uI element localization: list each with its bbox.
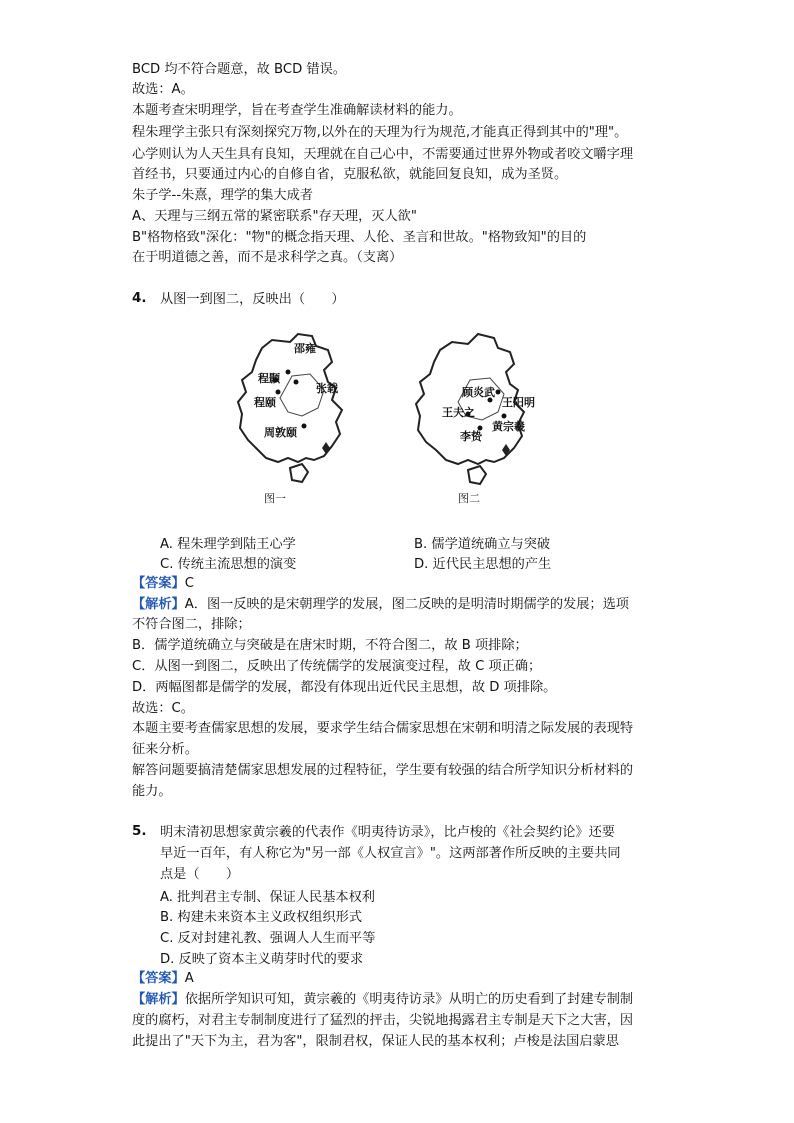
analysis-line: 度的腐朽，对君主专制制度进行了猛烈的抨击，尖锐地揭露君主专制是天下之大害，因 — [132, 1013, 634, 1028]
map-label: 黄宗羲 — [492, 420, 525, 433]
option-c[interactable]: C. 反对封建礼教、强调人人生而平等 — [160, 931, 376, 946]
answer-line — [132, 574, 194, 594]
map-figure-2 — [408, 330, 538, 508]
map-label: 邵雍 — [294, 342, 316, 355]
analysis-line: 本题主要考查儒家思想的发展，要求学生结合儒家思想在宋朝和明清之际发展的表现特 — [132, 721, 634, 736]
question-stem: 点是（ ） — [160, 867, 240, 882]
text-line: BCD 均不符合题意，故 BCD 错误。 — [132, 62, 346, 77]
map-label: 王夫之 — [442, 406, 475, 419]
map-label: 周敦颐 — [264, 426, 297, 439]
analysis-line: 征来分析。 — [132, 742, 198, 757]
option-a[interactable]: A. 批判君主专制、保证人民基本权利 — [160, 890, 375, 905]
question-number: 4. — [132, 290, 147, 306]
analysis-text: A．图一反映的是宋朝理学的发展，图二反映的是明清时期儒学的发展；选项 — [184, 597, 629, 612]
answer-tag: 【答案】 — [132, 576, 185, 591]
text-line: B"格物格致"深化："物"的概念指天理、人伦、圣言和世故。"格物致知"的目的 — [132, 230, 587, 245]
option-d[interactable]: D. 反映了资本主义萌芽时代的要求 — [160, 952, 364, 967]
analysis-tag: 【解析】 — [132, 597, 185, 612]
text-line: 本题考查宋明理学，旨在考查学生准确解读材料的能力。 — [132, 103, 462, 118]
map-figure-1 — [232, 330, 352, 508]
map-caption: 图一 — [264, 492, 286, 505]
text-line: 朱子学--朱熹，理学的集大成者 — [132, 188, 313, 203]
option-b[interactable]: B. 构建未来资本主义政权组织形式 — [160, 910, 363, 925]
analysis-tag: 【解析】 — [132, 992, 185, 1007]
analysis-line: C．从图一到图二，反映出了传统儒学的发展演变过程，故 C 项正确； — [132, 659, 542, 674]
map-label: 张载 — [316, 382, 338, 395]
analysis-line: B．儒学道统确立与突破是在唐宋时期，不符合图二，故 B 项排除； — [132, 638, 528, 653]
analysis-text: 依据所学知识可知，黄宗羲的《明夷待访录》从明亡的历史看到了封建专制制 — [184, 992, 634, 1007]
analysis-line: 故选：C。 — [132, 701, 194, 716]
map-label: 王阳明 — [502, 396, 535, 409]
map-label: 李贽 — [460, 430, 482, 443]
question-stem: 从图一到图二，反映出（ ） — [160, 292, 345, 307]
option-a[interactable]: A. 程朱理学到陆王心学 — [160, 537, 296, 552]
text-line: 程朱理学主张只有深刻探究万物,以外在的天理为行为规范,才能真正得到其中的"理"。 — [132, 125, 628, 140]
question-stem: 明末清初思想家黄宗羲的代表作《明夷待访录》，比卢梭的《社会契约论》还要 — [160, 825, 615, 840]
question-stem: 早近一百年，有人称它为"另一部《人权宣言》"。这两部著作所反映的主要共同 — [160, 846, 621, 861]
question-number: 5. — [132, 823, 147, 839]
analysis-line: 不符合图二，排除； — [132, 617, 251, 632]
map-label: 顾炎武 — [462, 386, 495, 399]
option-b[interactable]: B. 儒学道统确立与突破 — [414, 537, 551, 552]
option-c[interactable]: C. 传统主流思想的演变 — [160, 557, 297, 572]
answer-tag: 【答案】 — [132, 971, 185, 986]
answer-value: A — [184, 971, 194, 986]
analysis-line: 此提出了"天下为主，君为客"，限制君权，保证人民的基本权利；卢梭是法国启蒙思 — [132, 1034, 619, 1049]
text-line: A、天理与三纲五常的紧密联系"存天理，灭人欲" — [132, 209, 417, 224]
text-line: 故选：A。 — [132, 82, 194, 97]
text-line: 首经书，只要通过内心的自修自省，克服私欲，就能回复良知，成为圣贤。 — [132, 167, 568, 182]
analysis-line: 能力。 — [132, 784, 172, 799]
option-d[interactable]: D. 近代民主思想的产生 — [414, 557, 552, 572]
map-label: 程颐 — [254, 396, 276, 409]
analysis-line: 解答问题要搞清楚儒家思想发展的过程特征，学生要有较强的结合所学知识分析材料的 — [132, 763, 634, 778]
answer-value: C — [184, 576, 194, 591]
analysis-line — [132, 990, 633, 1010]
text-line: 在于明道德之善，而不是求科学之真。（支离） — [132, 250, 403, 265]
analysis-line — [132, 595, 629, 615]
answer-line — [132, 969, 194, 989]
map-label: 程颢 — [258, 372, 280, 385]
analysis-line: D．两幅图都是儒学的发展，都没有体现出近代民主思想，故 D 项排除。 — [132, 680, 557, 695]
text-line: 心学则认为人天生具有良知，天理就在自己心中，不需要通过世界外物或者咬文嚼字理 — [132, 147, 634, 162]
map-caption: 图二 — [458, 492, 480, 505]
